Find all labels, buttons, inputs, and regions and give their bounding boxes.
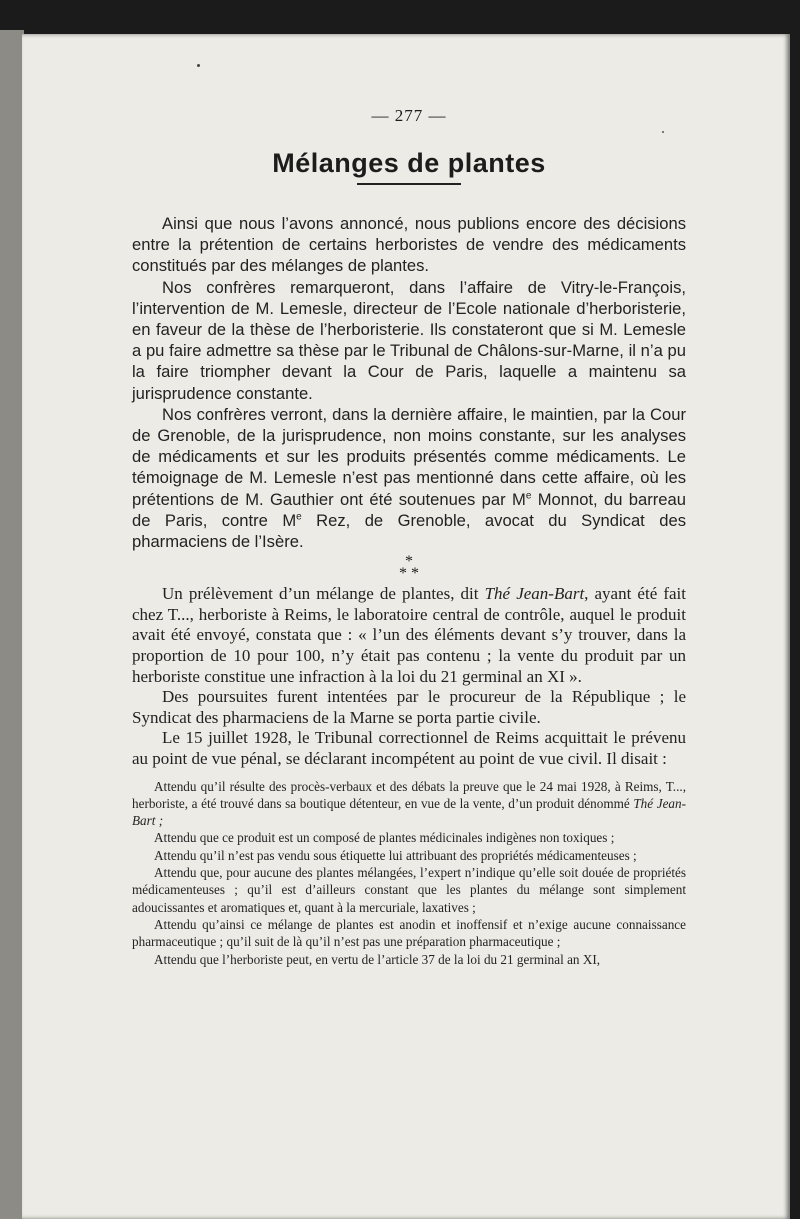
document-page xyxy=(22,34,790,1219)
quote-paragraph: Attendu qu’il n’est pas vendu sous étiquette lui attribuant des propriétés médicamenteuses ; xyxy=(154,847,637,863)
title-underline xyxy=(357,183,461,185)
page-number: — 277 — xyxy=(371,106,447,125)
quote-paragraph: Attendu qu’il résulte des procès-verbaux et des débats la preuve que le 24 mai 1928, à Reims, T..., herboriste, a été trouvé dans sa boutique détenteur, en vue de la vente, d’un produit dénommé Thé Jean-Bart ; xyxy=(132,778,686,829)
quote-paragraph: Attendu que ce produit est un composé de plantes médicinales indigènes non toxiques ; xyxy=(154,830,615,846)
page-content xyxy=(132,106,686,968)
paragraph: Nos confrères verront, dans la dernière affaire, le maintien, par la Cour de Grenoble, de la jurisprudence, non moins constante, sur les analyses de médicaments et sur les produits présentés comme médicaments. Le témoignage de M. Lemesle n’est pas mentionné dans cette affaire, où les prétentions de M. Gauthier ont été soutenues par Me Monnot, du barreau de Paris, contre Me Rez, de Grenoble, avocat du Syndicat des pharmaciens de l’Isère. xyxy=(132,404,686,552)
judgment-quote xyxy=(132,778,686,968)
quote-paragraph: Attendu qu’ainsi ce mélange de plantes est anodin et inoffensif et n’exige aucune connaissance pharmaceutique ; qu’il suit de là qu’il n’est pas une préparation pharmaceutique ; xyxy=(132,916,686,950)
article-title: Mélanges de plantes xyxy=(272,148,546,178)
paragraph: Le 15 juillet 1928, le Tribunal correctionnel de Reims acquittait le prévenu au point de vue pénal, se déclarant incompétent au point de vue civil. Il disait : xyxy=(132,728,686,768)
superscript: e xyxy=(296,511,302,523)
previous-page-edge xyxy=(0,30,24,1219)
product-name: Thé Jean-Bart xyxy=(484,584,585,604)
quote-paragraph: Attendu que l’herboriste peut, en vertu de l’article 37 de la loi du 21 germinal an XI, xyxy=(154,951,601,967)
paragraph: Nos confrères remarqueront, dans l’affaire de Vitry-le-François, l’intervention de M. Lemesle, directeur de l’Ecole nationale d’herboristerie, en faveur de la thèse de l’herboristerie. Ils constateront que si M. Lemesle a pu faire admettre sa thèse par le Tribunal de Châlons-sur-Marne, il n’a pu la faire triompher devant la Cour de Paris, laquelle a maintenu sa jurisprudence constante. xyxy=(132,277,686,403)
paper-speck xyxy=(197,64,200,67)
paragraph: Ainsi que nous l’avons annoncé, nous publions encore des décisions entre la prétention de certains herboristes de vendre des médicaments constitués par des mélanges de plantes. xyxy=(132,214,686,276)
paragraph: Des poursuites furent intentées par le procureur de la République ; le Syndicat des pharmaciens de la Marne se porta partie civile. xyxy=(132,687,686,727)
quote-paragraph: Attendu que, pour aucune des plantes mélangées, l’expert n’indique qu’elle soit douée de propriétés médicamenteuses ; qu’il est d’ailleurs constant que les plantes du mélange sont simplement adoucissantes et aromatiques et, quant à la mercuriale, laxatives ; xyxy=(132,865,686,915)
paragraph: Un prélèvement d’un mélange de plantes, dit Thé Jean-Bart, ayant été fait chez T..., herboriste à Reims, le laboratoire central de contrôle, auquel le produit avait été envoyé, constata que : « l’un des éléments devant s’y trouver, dans la proportion de 10 pour 100, n’y était pas contenu ; la vente du produit par un herboriste constitue une infraction à la loi du 21 germinal an XI ». xyxy=(132,584,686,686)
section-asterism: * * * xyxy=(399,553,419,583)
superscript: e xyxy=(525,490,532,502)
